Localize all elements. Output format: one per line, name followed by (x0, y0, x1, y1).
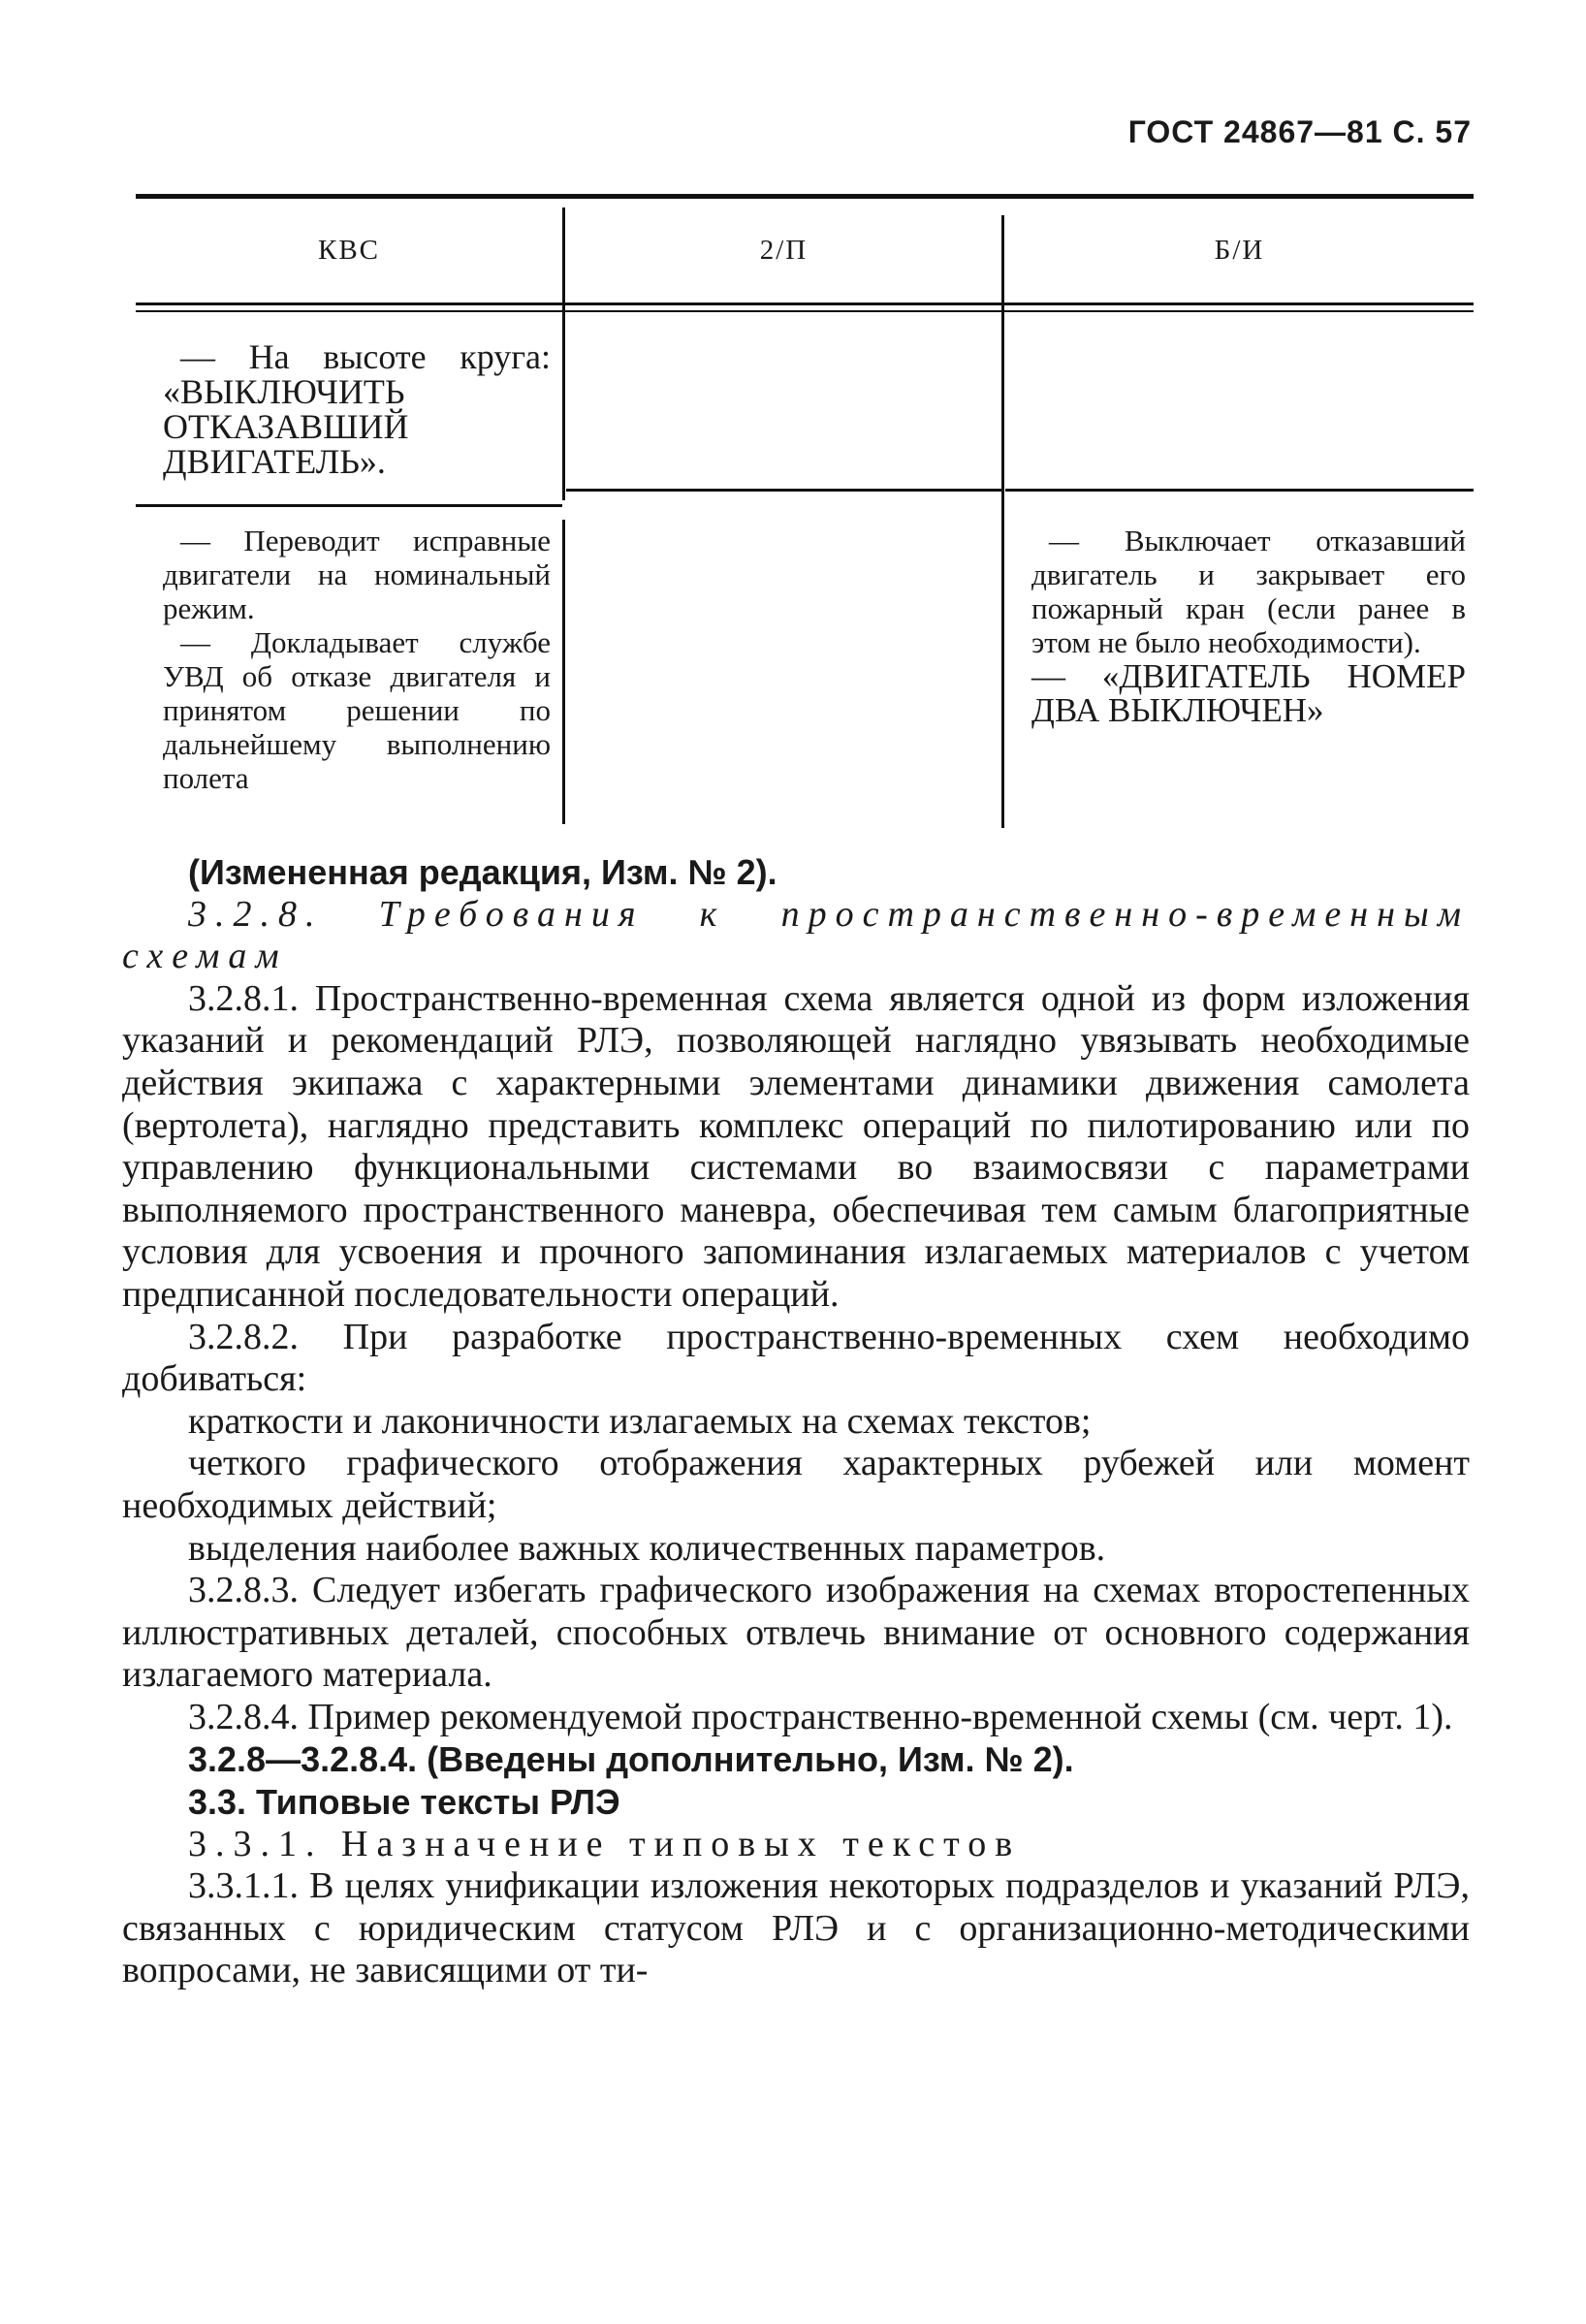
paragraph: 3.3.1.1. В целях унификации изложения некоторых подразделов и указаний РЛЭ, связанных с юридическим статусом РЛЭ и с организационно-методическими вопросами, не зависящими от ти- (122, 1865, 1470, 1991)
column-header-kvs: КВС (317, 235, 381, 266)
table-header-rule-2 (136, 310, 1474, 312)
list-item: четкого графического отображения характерных рубежей или момент необходимых действий; (122, 1443, 1470, 1526)
cell-text: — На высоте круга: «ВЫКЛЮЧИТЬ ОТКАЗАВШИЙ ДВИГАТЕЛЬ». (163, 337, 551, 481)
cell-text: — Переводит исправные двигатели на номинальный режим. (163, 524, 551, 625)
row-divider (136, 504, 562, 507)
table-cell-kvs-row2 (163, 524, 551, 795)
column-divider (1001, 215, 1004, 828)
cell-text: — Выключает отказавший двигатель и закрывает его пожарный кран (если ранее в этом не было необходимости). (1031, 524, 1466, 659)
column-divider (562, 520, 565, 824)
list-item: краткости и лаконичности излагаемых на схемах текстов; (188, 1400, 1092, 1442)
page-header: ГОСТ 24867—81 С. 57 (1127, 114, 1472, 149)
paragraph: 3.2.8.1. Пространственно-временная схема является одной из форм изложения указаний и рекомендаций РЛЭ, позволяющей наглядно увязывать необходимые действия экипажа с характерными элементами динамики движения самолета (вертолета), наглядно представить комплекс операций по пилотированию или по управлению функциональными системами во взаимосвязи с параметрами выполняемого пространственного маневра, обеспечивая тем самым благоприятные условия для усвоения и прочного запоминания излагаемых материалов с учетом предписанной последовательности операций. (122, 977, 1470, 1315)
paragraph: 3.2.8.4. Пример рекомендуемой пространственно-временной схемы (см. черт. 1). (188, 1696, 1453, 1737)
row-divider (566, 489, 1001, 492)
section-heading: 3.3. Типовые тексты РЛЭ (188, 1782, 620, 1823)
cell-text: — «ДВИГАТЕЛЬ НОМЕР ДВА ВЫКЛЮЧЕН» (1031, 657, 1466, 729)
row-divider (1005, 489, 1474, 492)
paragraph: 3.2.8.2. При разработке пространственно-временных схем необходимо добиваться: (122, 1316, 1470, 1400)
column-header-2p: 2/П (759, 235, 809, 266)
table-cell-kvs-row1 (163, 339, 551, 479)
section-heading: 3.3.1. Назначение типовых текстов (188, 1823, 1022, 1864)
amendment-note: (Измененная редакция, Изм. № 2). (188, 852, 777, 892)
table-cell-bi-row2 (1031, 524, 1466, 727)
paragraph: 3.2.8.3. Следует избегать графического изображения на схемах второстепенных иллюстративных деталей, способных отвлечь внимание от основного содержания излагаемого материала. (122, 1570, 1470, 1696)
cell-text: — Докладывает службе УВД об отказе двигателя и принятом решении по дальнейшему выполнению полета (163, 625, 551, 795)
list-item: выделения наиболее важных количественных параметров. (188, 1527, 1106, 1569)
column-divider (562, 207, 565, 500)
amendment-note: 3.2.8—3.2.8.4. (Введены дополнительно, Изм. № 2). (188, 1739, 1074, 1780)
section-heading: 3.2.8. Требования к пространственно-временным схемам (122, 893, 1470, 977)
table-top-rule (136, 194, 1474, 199)
column-header-bi: Б/И (1214, 235, 1265, 266)
document-body (122, 851, 1470, 1992)
procedure-table (136, 186, 1474, 826)
table-header-rule (136, 302, 1474, 305)
